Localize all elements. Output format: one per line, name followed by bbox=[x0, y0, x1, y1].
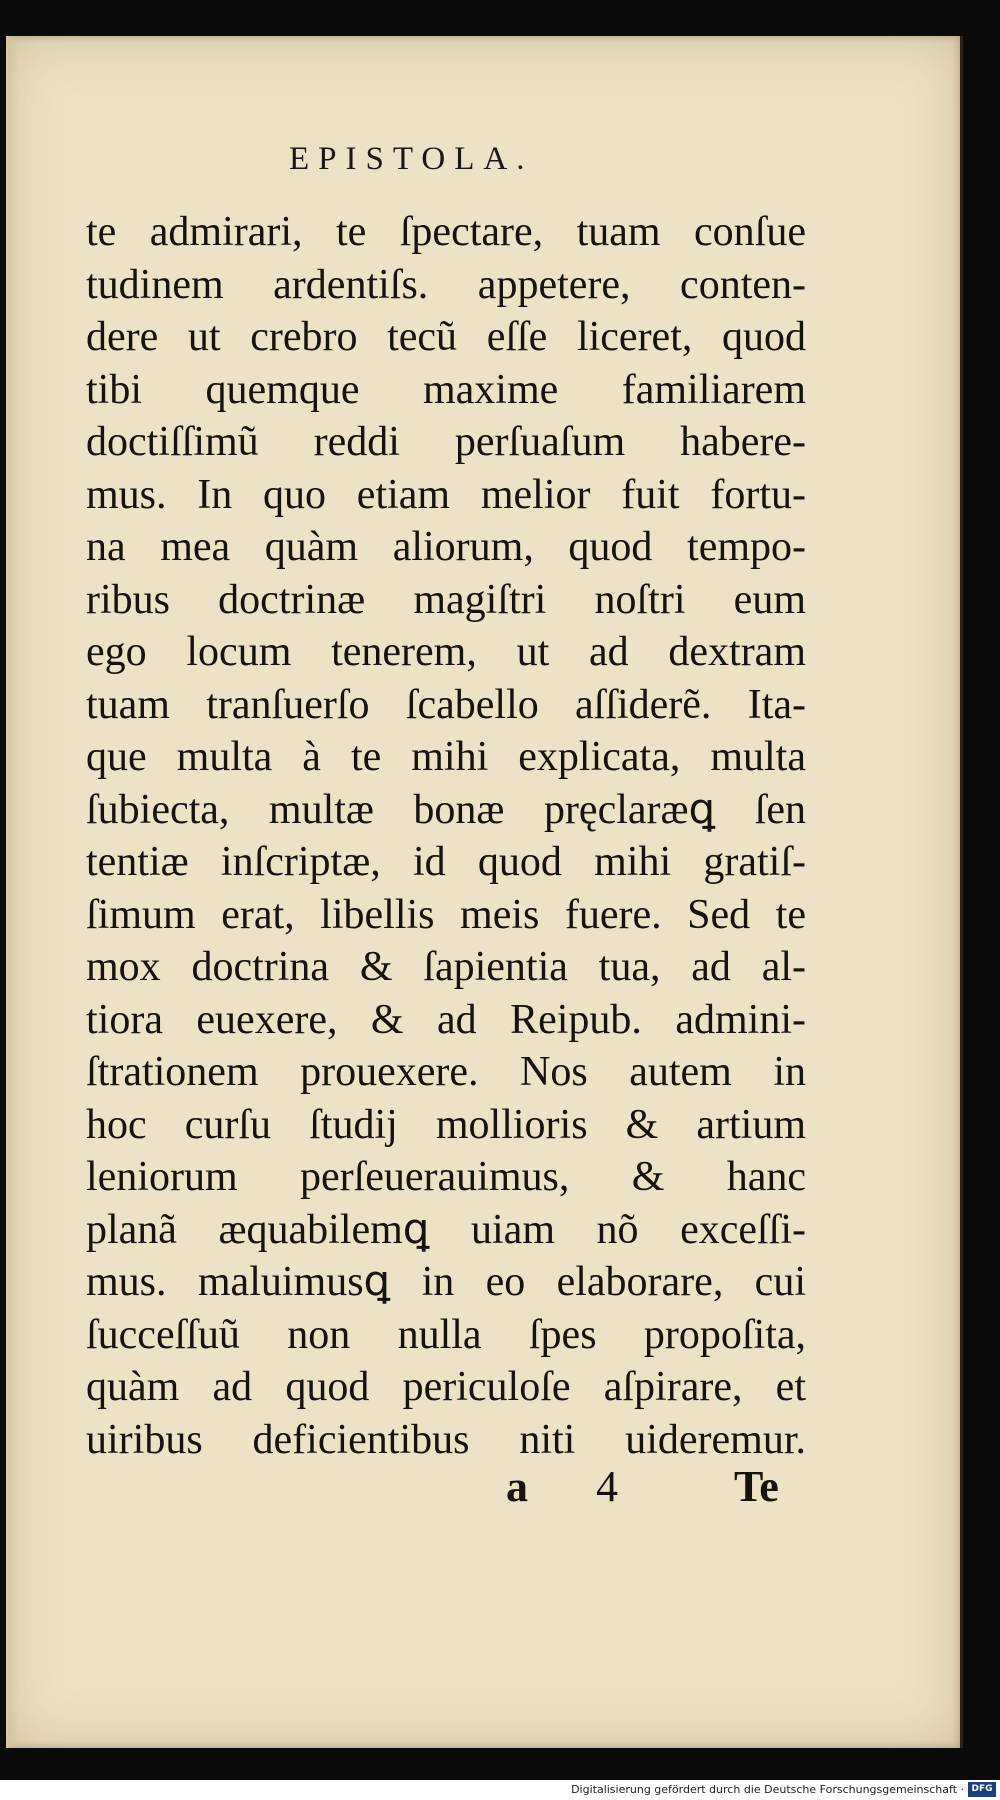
text-line: tudinem ardentiſs. appetere, conten- bbox=[86, 261, 806, 308]
text-line: planã æquabilemꝗ uiam nõ exceſſi- bbox=[86, 1206, 806, 1253]
page-edge-shadow bbox=[6, 36, 20, 1748]
text-line: ſtrationem prouexere. Nos autem in bbox=[86, 1049, 806, 1095]
running-head: EPISTOLA. bbox=[289, 141, 534, 177]
text-line: mus. In quo etiam melior fuit fortu- bbox=[86, 471, 806, 518]
text-line: tibi quemque maxime familiarem bbox=[86, 366, 806, 413]
text-line: na mea quàm aliorum, quod tempo- bbox=[86, 524, 806, 570]
text-line: ſucceſſuũ non nulla ſpes propoſita, bbox=[86, 1311, 806, 1358]
footer-bar bbox=[0, 1780, 1000, 1800]
text-line: te admirari, te ſpectare, tuam conſue bbox=[86, 209, 806, 255]
body-text bbox=[86, 206, 806, 1466]
funding-credit: Digitalisierung gefördert durch die Deutsche Forschungsgemeinschaft · bbox=[571, 1783, 964, 1796]
text-line: quàm ad quod periculoſe aſpirare, et bbox=[86, 1364, 806, 1410]
text-line: leniorum perſeuerauimus, & hanc bbox=[86, 1154, 806, 1200]
text-line: mox doctrina & ſapientia tua, ad al- bbox=[86, 944, 806, 990]
text-line: tiora euexere, & ad Reipub. admini- bbox=[86, 996, 806, 1043]
text-line: que multa à te mihi explicata, multa bbox=[86, 734, 806, 780]
text-line: uiribus deficientibus niti uideremur. bbox=[86, 1416, 806, 1463]
text-line: ſimum erat, libellis meis fuere. Sed te bbox=[86, 891, 806, 938]
dfg-logo-icon[interactable]: DFG bbox=[968, 1782, 996, 1797]
text-line: hoc curſu ſtudij mollioris & artium bbox=[86, 1101, 806, 1148]
signature-number: 4 bbox=[596, 1462, 618, 1511]
text-line: tuam tranſuerſo ſcabello aſſiderẽ. Ita- bbox=[86, 681, 806, 728]
book-page bbox=[6, 36, 963, 1748]
text-line: dere ut crebro tecũ eſſe liceret, quod bbox=[86, 314, 806, 360]
text-line: ribus doctrinæ magiſtri noſtri eum bbox=[86, 576, 806, 623]
signature-mark: a bbox=[506, 1462, 528, 1511]
text-line: doctiſſimũ reddi perſuaſum habere- bbox=[86, 419, 806, 465]
text-line: mus. maluimusꝗ in eo elaborare, cui bbox=[86, 1259, 806, 1305]
catchword: Te bbox=[734, 1462, 779, 1511]
text-line: ſubiecta, multæ bonæ pręclaræꝗ ſen bbox=[86, 786, 806, 833]
text-line: tentiæ inſcriptæ, id quod mihi gratiſ- bbox=[86, 839, 806, 885]
text-line: ego locum tenerem, ut ad dextram bbox=[86, 629, 806, 675]
